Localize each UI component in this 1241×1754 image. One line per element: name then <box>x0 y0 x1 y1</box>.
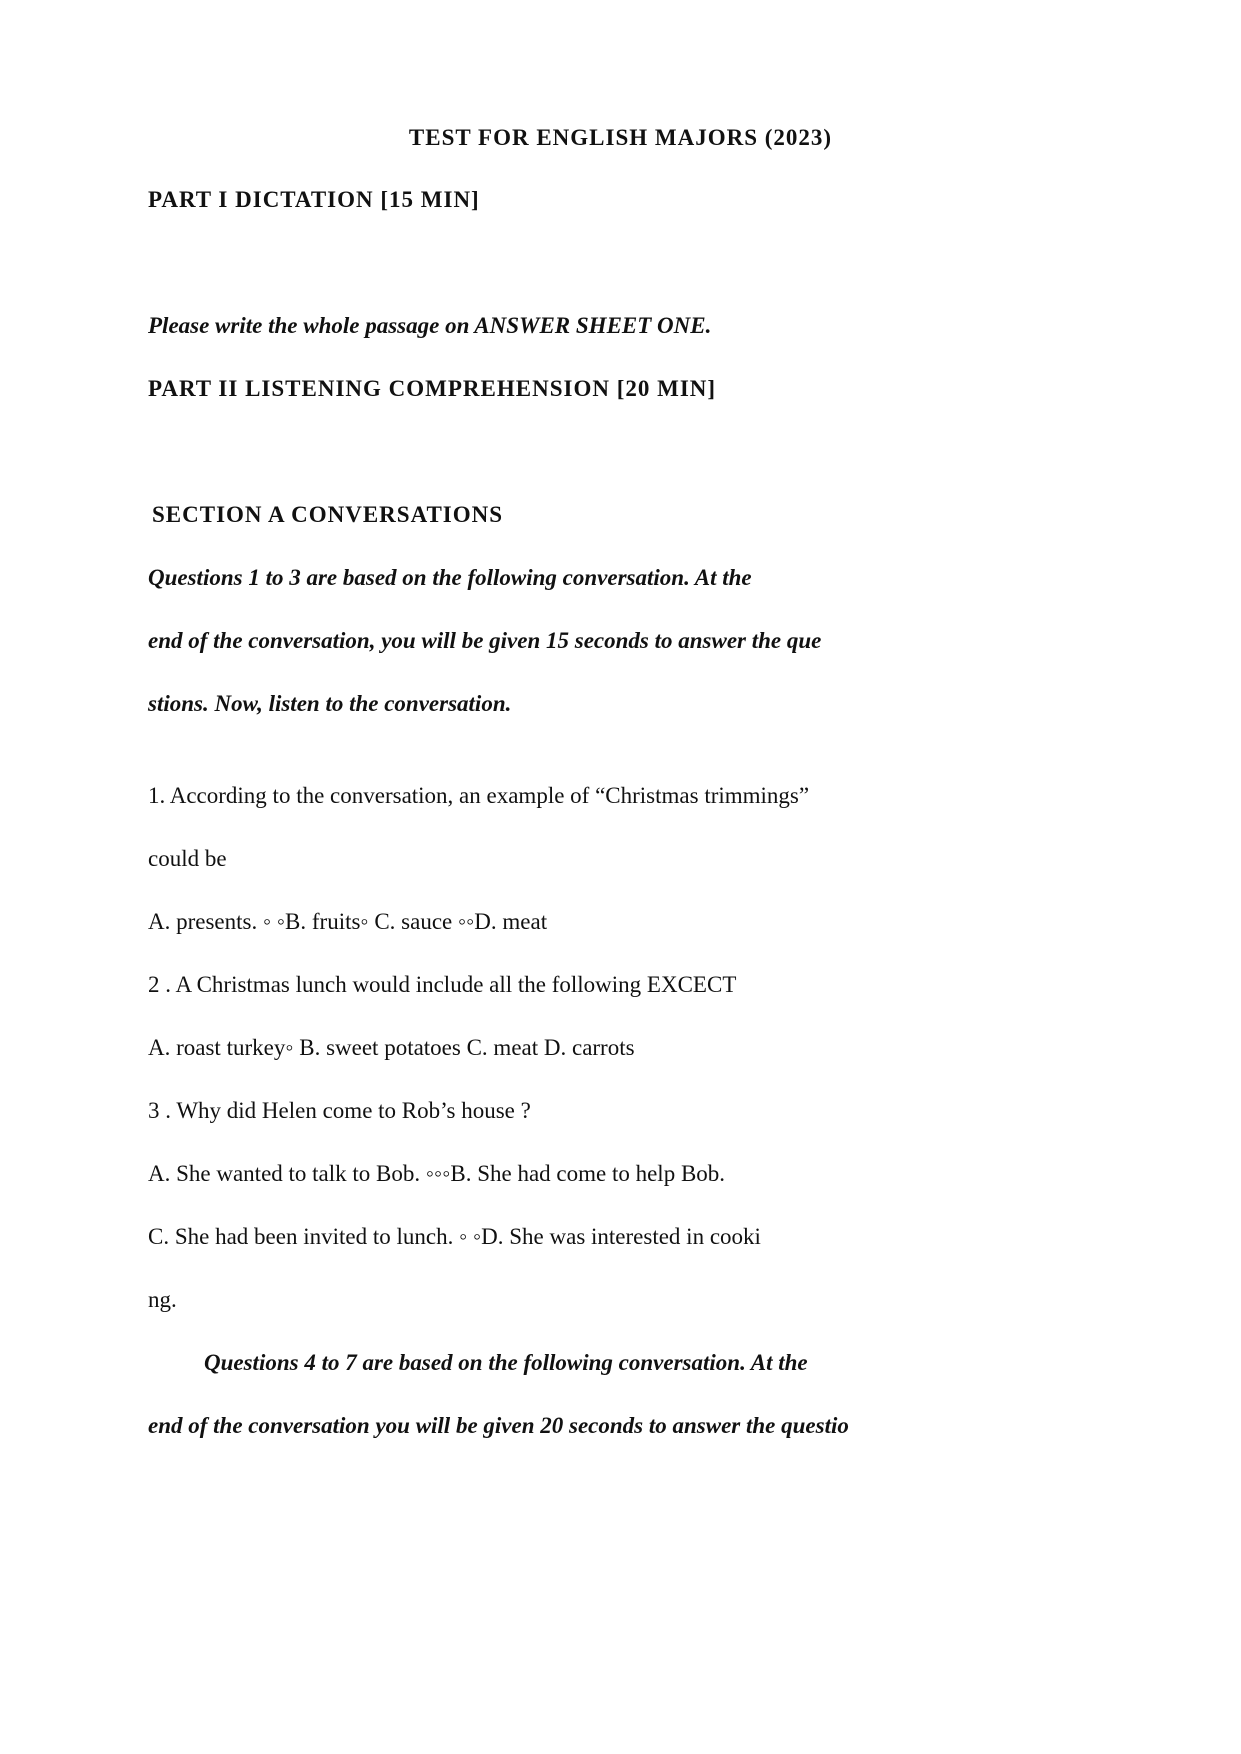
conversation-2-intro-line-2: end of the conversation you will be given 20 seconds to answer the questio <box>148 1413 849 1438</box>
part-2-heading: PART II LISTENING COMPREHENSION [20 MIN] <box>148 376 717 401</box>
question-3-options-cd-line-2: ng. <box>148 1287 177 1312</box>
question-1-stem-line-2: could be <box>148 846 227 871</box>
part-1-instruction: Please write the whole passage on ANSWER SHEET ONE. <box>148 313 712 338</box>
question-3-options-ab: A. She wanted to talk to Bob. ◦◦◦B. She had come to help Bob. <box>148 1161 726 1186</box>
conversation-2-intro-line-1: Questions 4 to 7 are based on the following conversation. At the <box>204 1350 808 1375</box>
question-1-stem-line-1: 1. According to the conversation, an example of “Christmas trimmings” <box>148 783 810 808</box>
conversation-1-intro-line-2: end of the conversation, you will be given 15 seconds to answer the que <box>148 628 822 653</box>
question-2-stem: 2 . A Christmas lunch would include all the following EXCECT <box>148 972 737 997</box>
section-a-heading: SECTION A CONVERSATIONS <box>152 502 504 527</box>
question-1-options: A. presents. ◦ ◦B. fruits◦ C. sauce ◦◦D. meat <box>148 909 548 934</box>
page-title: TEST FOR ENGLISH MAJORS (2023) <box>408 125 833 150</box>
conversation-1-intro-line-1: Questions 1 to 3 are based on the following conversation. At the <box>148 565 752 590</box>
question-2-options: A. roast turkey◦ B. sweet potatoes C. meat D. carrots <box>148 1035 635 1060</box>
part-1-heading: PART I DICTATION [15 MIN] <box>148 187 480 212</box>
conversation-1-intro-line-3: stions. Now, listen to the conversation. <box>148 691 512 716</box>
question-3-stem: 3 . Why did Helen come to Rob’s house ? <box>148 1098 531 1123</box>
question-3-options-cd-line-1: C. She had been invited to lunch. ◦ ◦D. She was interested in cooki <box>148 1224 761 1249</box>
